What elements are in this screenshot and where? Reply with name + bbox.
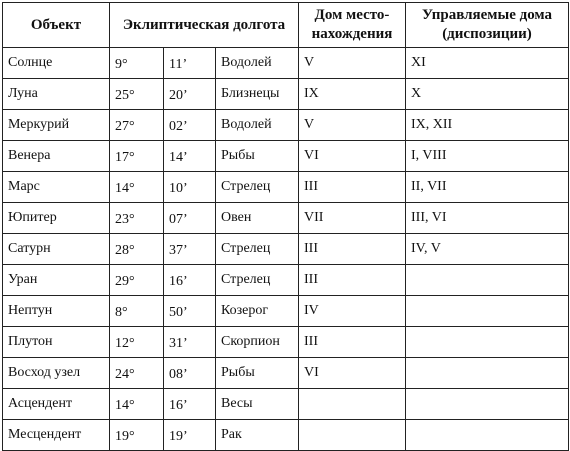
cell-sign: Скорпион — [216, 327, 299, 358]
cell-object: Нептун — [3, 296, 110, 327]
cell-deg: 19° — [110, 420, 164, 451]
cell-sign: Стрелец — [216, 172, 299, 203]
cell-ruled: XI — [406, 48, 569, 79]
cell-house: III — [299, 327, 406, 358]
cell-min: 07’ — [164, 203, 216, 234]
cell-min: 11’ — [164, 48, 216, 79]
cell-min: 37’ — [164, 234, 216, 265]
cell-house — [299, 389, 406, 420]
cell-ruled: II, VII — [406, 172, 569, 203]
cell-deg: 8° — [110, 296, 164, 327]
table-row — [3, 389, 569, 420]
cell-ruled — [406, 420, 569, 451]
cell-object: Плутон — [3, 327, 110, 358]
cell-ruled — [406, 358, 569, 389]
cell-object: Юпитер — [3, 203, 110, 234]
table-body — [3, 48, 569, 451]
cell-object: Месцендент — [3, 420, 110, 451]
cell-ruled: IV, V — [406, 234, 569, 265]
cell-object: Восход узел — [3, 358, 110, 389]
cell-sign: Водолей — [216, 48, 299, 79]
cell-sign: Козерог — [216, 296, 299, 327]
cell-ruled — [406, 327, 569, 358]
cell-deg: 14° — [110, 172, 164, 203]
table-row — [3, 203, 569, 234]
cell-house: VII — [299, 203, 406, 234]
cell-object: Меркурий — [3, 110, 110, 141]
table-row — [3, 265, 569, 296]
cell-deg: 14° — [110, 389, 164, 420]
cell-object: Луна — [3, 79, 110, 110]
cell-min: 16’ — [164, 389, 216, 420]
table-row — [3, 358, 569, 389]
cell-house: VI — [299, 141, 406, 172]
cell-house — [299, 420, 406, 451]
cell-min: 10’ — [164, 172, 216, 203]
cell-house: III — [299, 234, 406, 265]
cell-deg: 24° — [110, 358, 164, 389]
table-row — [3, 327, 569, 358]
cell-object: Солнце — [3, 48, 110, 79]
cell-ruled — [406, 265, 569, 296]
cell-object: Марс — [3, 172, 110, 203]
cell-deg: 17° — [110, 141, 164, 172]
cell-deg: 9° — [110, 48, 164, 79]
cell-object: Сатурн — [3, 234, 110, 265]
table-row — [3, 420, 569, 451]
table-row — [3, 296, 569, 327]
cell-house: III — [299, 172, 406, 203]
cell-sign: Стрелец — [216, 234, 299, 265]
cell-min: 14’ — [164, 141, 216, 172]
cell-sign: Рак — [216, 420, 299, 451]
cell-min: 16’ — [164, 265, 216, 296]
table-row — [3, 234, 569, 265]
table-row — [3, 141, 569, 172]
table-row — [3, 172, 569, 203]
cell-sign: Водолей — [216, 110, 299, 141]
cell-house: V — [299, 48, 406, 79]
cell-object: Асцендент — [3, 389, 110, 420]
table-row — [3, 79, 569, 110]
header-object: Объект — [3, 3, 110, 48]
cell-min: 08’ — [164, 358, 216, 389]
cell-ruled: X — [406, 79, 569, 110]
cell-deg: 29° — [110, 265, 164, 296]
cell-deg: 12° — [110, 327, 164, 358]
header-longitude: Эклиптическая долгота — [110, 3, 299, 48]
cell-min: 19’ — [164, 420, 216, 451]
cell-object: Венера — [3, 141, 110, 172]
cell-deg: 27° — [110, 110, 164, 141]
cell-house: IX — [299, 79, 406, 110]
cell-min: 50’ — [164, 296, 216, 327]
cell-house: III — [299, 265, 406, 296]
cell-sign: Стрелец — [216, 265, 299, 296]
cell-house: VI — [299, 358, 406, 389]
cell-min: 02’ — [164, 110, 216, 141]
cell-min: 31’ — [164, 327, 216, 358]
table-row — [3, 110, 569, 141]
header-ruled-houses: Управляемые дома (диспозиции) — [406, 3, 569, 48]
cell-min: 20’ — [164, 79, 216, 110]
cell-object: Уран — [3, 265, 110, 296]
cell-house: V — [299, 110, 406, 141]
cell-sign: Близнецы — [216, 79, 299, 110]
cell-sign: Овен — [216, 203, 299, 234]
cell-ruled: IX, XII — [406, 110, 569, 141]
cell-sign: Рыбы — [216, 141, 299, 172]
header-house: Дом место-нахождения — [299, 3, 406, 48]
cell-ruled — [406, 296, 569, 327]
cell-ruled — [406, 389, 569, 420]
header-row — [3, 3, 569, 48]
cell-house: IV — [299, 296, 406, 327]
cell-ruled: III, VI — [406, 203, 569, 234]
cell-ruled: I, VIII — [406, 141, 569, 172]
cell-deg: 23° — [110, 203, 164, 234]
table-row — [3, 48, 569, 79]
cell-sign: Весы — [216, 389, 299, 420]
cell-sign: Рыбы — [216, 358, 299, 389]
cell-deg: 28° — [110, 234, 164, 265]
cell-deg: 25° — [110, 79, 164, 110]
planet-positions-table — [2, 2, 569, 451]
